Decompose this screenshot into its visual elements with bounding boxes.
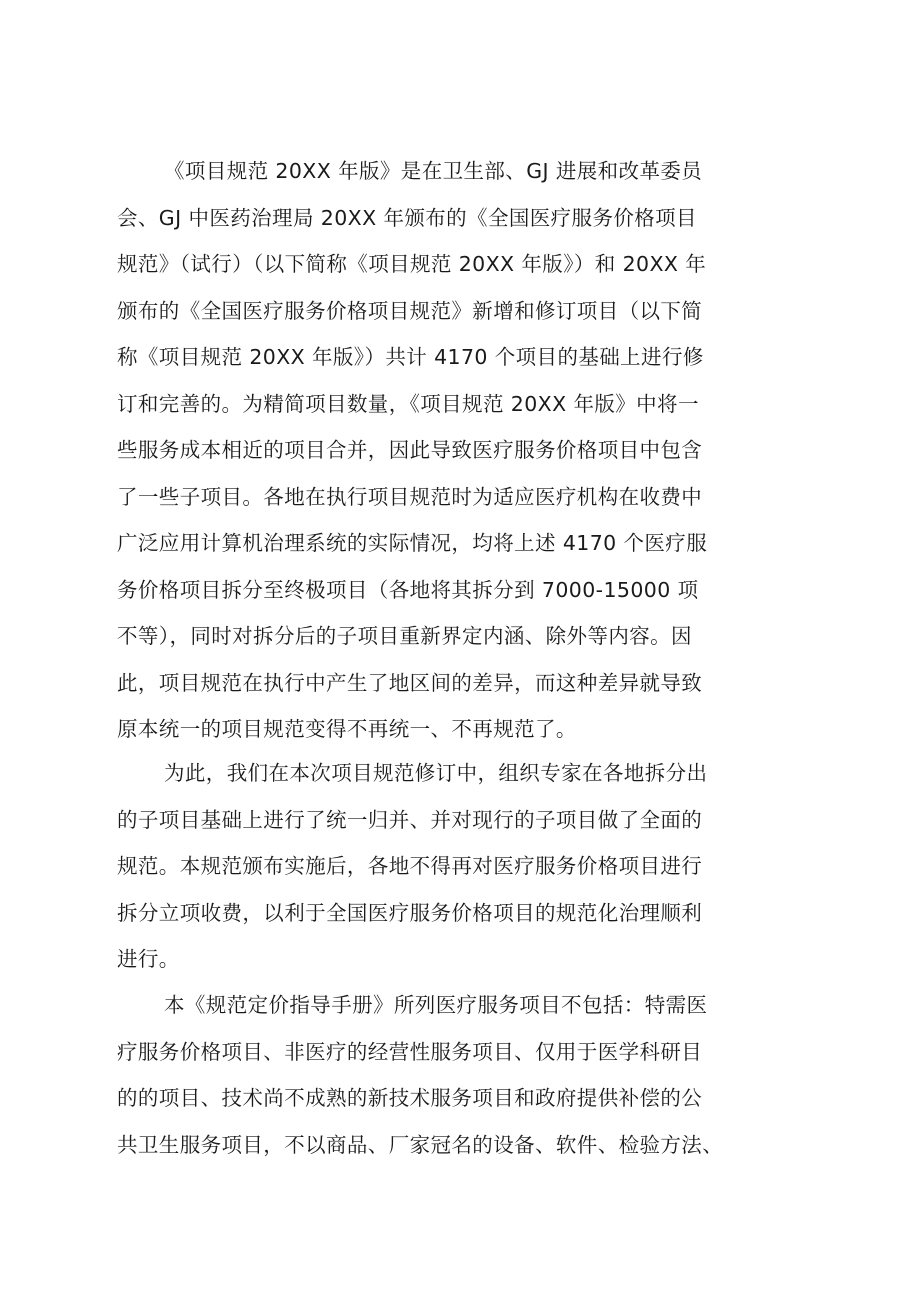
paragraph-line: 会、GJ 中医药治理局 20XX 年颁布的《全国医疗服务价格项目 xyxy=(117,205,697,230)
paragraph-line: 不等），同时对拆分后的子项目重新界定内涵、除外等内容。因 xyxy=(117,624,692,648)
paragraph-2 xyxy=(117,750,757,983)
paragraph-line: 规范。本规范颁布实施后，各地不得再对医疗服务价格项目进行 xyxy=(117,854,703,878)
paragraph-line: 此，项目规范在执行中产生了地区间的差异，而这种差异就导致 xyxy=(117,670,703,695)
paragraph-line: 务价格项目拆分至终极项目（各地将其拆分到 7000-15000 项 xyxy=(117,577,699,602)
paragraph-line: 颁布的《全国医疗服务价格项目规范》新增和修订项目（以下简 xyxy=(117,298,703,323)
paragraph-line: 的子项目基础上进行了统一归并、并对现行的子项目做了全面的 xyxy=(117,807,703,832)
paragraph-line: 些服务成本相近的项目合并，因此导致医疗服务价格项目中包含 xyxy=(117,438,703,462)
paragraph-line: 《项目规范 20XX 年版》是在卫生部、GJ 进展和改革委员 xyxy=(164,159,703,183)
paragraph-3 xyxy=(117,982,757,1168)
paragraph-line: 订和完善的。为精简项目数量，《项目规范 20XX 年版》中将一 xyxy=(117,391,699,416)
paragraph-line: 了一些子项目。各地在执行项目规范时为适应医疗机构在收费中 xyxy=(117,484,703,509)
paragraph-1 xyxy=(117,148,757,753)
paragraph-line: 疗服务价格项目、非医疗的经营性服务项目、仅用于医学科研目 xyxy=(117,1039,703,1064)
paragraph-line: 共卫生服务项目，不以商品、厂家冠名的设备、软件、检验方法、 xyxy=(117,1132,724,1157)
paragraph-line: 进行。 xyxy=(117,947,180,971)
paragraph-line: 为此，我们在本次项目规范修订中，组织专家在各地拆分出 xyxy=(164,761,708,785)
paragraph-line: 广泛应用计算机治理系统的实际情况，均将上述 4170 个医疗服 xyxy=(117,531,708,555)
paragraph-line: 的的项目、技术尚不成熟的新技术服务项目和政府提供补偿的公 xyxy=(117,1086,703,1110)
paragraph-line: 拆分立项收费，以利于全国医疗服务价格项目的规范化治理顺利 xyxy=(117,900,703,925)
paragraph-line: 规范》（试行）（以下简称《项目规范 20XX 年版》）和 20XX 年 xyxy=(117,252,707,276)
paragraph-line: 称《项目规范 20XX 年版》）共计 4170 个项目的基础上进行修 xyxy=(117,345,704,369)
paragraph-line: 原本统一的项目规范变得不再统一、不再规范了。 xyxy=(117,717,577,741)
paragraph-line: 本《规范定价指导手册》所列医疗服务项目不包括：特需医 xyxy=(164,993,708,1017)
